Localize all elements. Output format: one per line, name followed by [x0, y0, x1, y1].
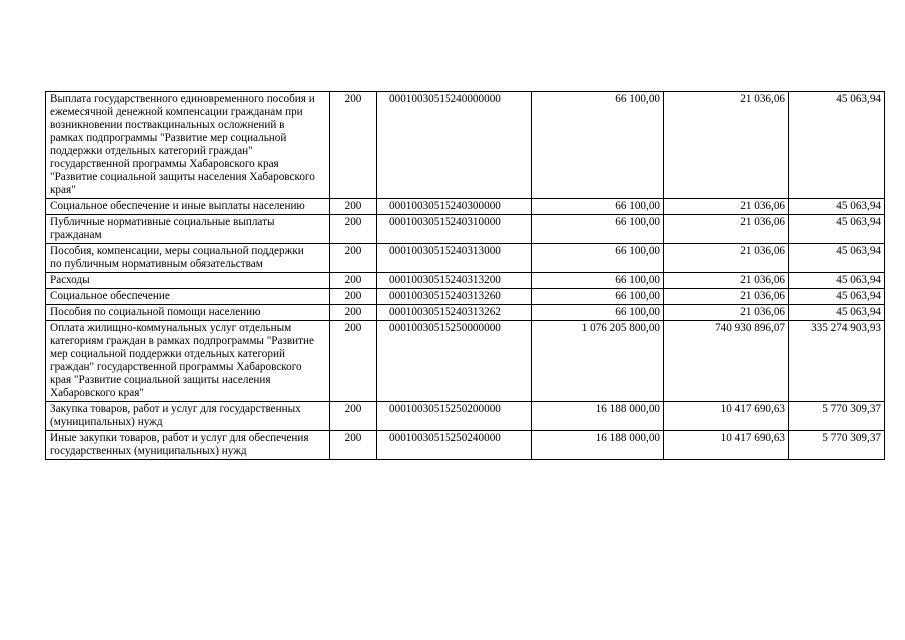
unexecuted-amount-cell: 45 063,94 [789, 289, 885, 305]
expense-name-cell: Закупка товаров, работ и услуг для государственных (муниципальных) нужд [46, 402, 330, 431]
approved-amount-cell: 66 100,00 [532, 289, 664, 305]
budget-classification-code-cell: 00010030515240313000 [377, 244, 532, 273]
unexecuted-amount-cell: 45 063,94 [789, 273, 885, 289]
table-row [46, 402, 885, 431]
unexecuted-amount-cell: 45 063,94 [789, 215, 885, 244]
line-code-cell: 200 [330, 199, 377, 215]
line-code-cell: 200 [330, 431, 377, 460]
budget-classification-code-cell: 00010030515240313260 [377, 289, 532, 305]
expense-name-cell: Оплата жилищно-коммунальных услуг отдельным категориям граждан в рамках подпрограммы "Развитие мер социальной поддержки отдельных категорий граждан" государственной программы Хабаровского края "Развитие социальной защиты населения Хабаровского края" [46, 321, 330, 402]
line-code-cell: 200 [330, 305, 377, 321]
expense-name-cell: Выплата государственного единовременного пособия и ежемесячной денежной компенсации гражданам при возникновении поствакцинальных осложнений в рамках подпрограммы "Развитие мер социальной поддержки отдельных категорий граждан" государственной программы Хабаровского края "Развитие социальной защиты населения Хабаровского края" [46, 92, 330, 199]
budget-classification-code-cell: 00010030515240300000 [377, 199, 532, 215]
executed-amount-cell: 21 036,06 [664, 199, 789, 215]
unexecuted-amount-cell: 45 063,94 [789, 244, 885, 273]
table-row [46, 92, 885, 199]
approved-amount-cell: 16 188 000,00 [532, 402, 664, 431]
executed-amount-cell: 21 036,06 [664, 305, 789, 321]
budget-classification-code-cell: 00010030515240313262 [377, 305, 532, 321]
budget-classification-code-cell: 00010030515250240000 [377, 431, 532, 460]
budget-classification-code-cell: 00010030515240000000 [377, 92, 532, 199]
budget-classification-code-cell: 00010030515250200000 [377, 402, 532, 431]
executed-amount-cell: 21 036,06 [664, 92, 789, 199]
table-row [46, 215, 885, 244]
unexecuted-amount-cell: 335 274 903,93 [789, 321, 885, 402]
approved-amount-cell: 66 100,00 [532, 215, 664, 244]
approved-amount-cell: 66 100,00 [532, 273, 664, 289]
approved-amount-cell: 66 100,00 [532, 244, 664, 273]
executed-amount-cell: 21 036,06 [664, 215, 789, 244]
approved-amount-cell: 66 100,00 [532, 199, 664, 215]
budget-classification-code-cell: 00010030515250000000 [377, 321, 532, 402]
executed-amount-cell: 21 036,06 [664, 244, 789, 273]
budget-classification-code-cell: 00010030515240310000 [377, 215, 532, 244]
line-code-cell: 200 [330, 92, 377, 199]
approved-amount-cell: 66 100,00 [532, 305, 664, 321]
line-code-cell: 200 [330, 273, 377, 289]
table-row [46, 321, 885, 402]
line-code-cell: 200 [330, 215, 377, 244]
expense-name-cell: Пособия, компенсации, меры социальной поддержки по публичным нормативным обязательствам [46, 244, 330, 273]
budget-execution-table [45, 91, 885, 460]
approved-amount-cell: 1 076 205 800,00 [532, 321, 664, 402]
line-code-cell: 200 [330, 289, 377, 305]
executed-amount-cell: 740 930 896,07 [664, 321, 789, 402]
line-code-cell: 200 [330, 321, 377, 402]
unexecuted-amount-cell: 45 063,94 [789, 199, 885, 215]
executed-amount-cell: 10 417 690,63 [664, 431, 789, 460]
unexecuted-amount-cell: 5 770 309,37 [789, 431, 885, 460]
expense-name-cell: Расходы [46, 273, 330, 289]
line-code-cell: 200 [330, 244, 377, 273]
expense-name-cell: Социальное обеспечение и иные выплаты населению [46, 199, 330, 215]
table-row [46, 273, 885, 289]
expense-name-cell: Пособия по социальной помощи населению [46, 305, 330, 321]
expense-name-cell: Иные закупки товаров, работ и услуг для обеспечения государственных (муниципальных) нужд [46, 431, 330, 460]
approved-amount-cell: 66 100,00 [532, 92, 664, 199]
expense-name-cell: Социальное обеспечение [46, 289, 330, 305]
table-row [46, 244, 885, 273]
approved-amount-cell: 16 188 000,00 [532, 431, 664, 460]
unexecuted-amount-cell: 45 063,94 [789, 305, 885, 321]
table-row [46, 431, 885, 460]
unexecuted-amount-cell: 45 063,94 [789, 92, 885, 199]
executed-amount-cell: 21 036,06 [664, 273, 789, 289]
expense-name-cell: Публичные нормативные социальные выплаты гражданам [46, 215, 330, 244]
budget-classification-code-cell: 00010030515240313200 [377, 273, 532, 289]
table-row [46, 289, 885, 305]
line-code-cell: 200 [330, 402, 377, 431]
executed-amount-cell: 10 417 690,63 [664, 402, 789, 431]
unexecuted-amount-cell: 5 770 309,37 [789, 402, 885, 431]
executed-amount-cell: 21 036,06 [664, 289, 789, 305]
table-row [46, 199, 885, 215]
table-row [46, 305, 885, 321]
